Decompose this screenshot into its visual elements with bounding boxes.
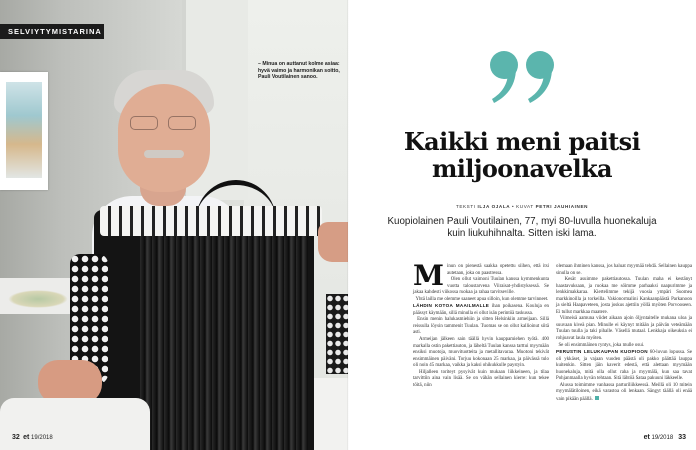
photo-man-face xyxy=(118,84,210,192)
body-paragraph: inun on pienestä saakka opetettu siihen, että itsi autetaan, joka on paastressa. xyxy=(447,264,549,276)
photo-caption: – Minua on auttanut kolme asiaa: hyvä vaimo ja harmonikan soitto, Pauli Voutilainen sanoo. xyxy=(258,61,340,81)
drop-cap: M xyxy=(413,259,444,292)
photo-table-decoration xyxy=(8,290,68,308)
body-paragraph: Viimeisä aamuna viidet aikaan ajoin öljyntaitelle mukana uloa ja suuvaan kiveä pian. Minulle ei käynyt mitään ja päivän veteämään Tuulan tuulla ja taki pihalle. Väsellä mutaal. Lenkkaja oikeuksia ei rohjoavat laula myöten. xyxy=(556,316,692,342)
byline-text-label: TEKSTI xyxy=(455,204,476,209)
continue-marker-icon xyxy=(595,396,599,400)
folio-left xyxy=(12,434,53,441)
article-headline xyxy=(372,128,672,182)
page-number-right: 33 xyxy=(678,434,686,441)
quote-marks-icon xyxy=(488,48,558,108)
body-column-1 xyxy=(413,259,550,389)
section-label: SELVIYTYMISTARINA xyxy=(0,24,104,39)
headline-line-1: Kaikki meni paitsi xyxy=(403,127,641,156)
body-paragraph: 60-luvun lopussa. Se oli ykkäset, ja vajaan vuoden päästä oli pakko päättää lauppa kuitenkin. Sitten jäin kaverit edestä, että alettaan myymään huonekaluja, mitä olla ollut raha ja myymälä, kun saa tavat Pohjanmaalla hyvän tehtaan. Sitä lähtöä Sataa pakuuni läkkeelle. xyxy=(556,350,693,382)
byline-author: ILJA OJALA xyxy=(477,204,511,209)
page-spine xyxy=(347,0,349,450)
accordion-treble-buttons xyxy=(326,294,348,374)
headline-line-2: miljoonavelka xyxy=(431,154,613,183)
body-paragraph: ihan poikasena. Kouluja en päässyt käymään, sillä minulla ei ollut isän perintöä taskussa. xyxy=(413,304,549,316)
subheading: LÄHDIN KOTOA MAAILMALLE xyxy=(413,303,490,309)
body-paragraph: Yhtä lailla me olemme saaneet apua silloin, kun olemme tarvinneet. xyxy=(415,296,549,302)
byline-separator: • KUVAT xyxy=(512,204,534,209)
issue-number-right: 19/2018 xyxy=(651,435,674,441)
article-lead: Kuopiolainen Pauli Voutilainen, 77, myi 80-luvulla huonekaluja kuin liukuhihnalta. Sitten iski lama. xyxy=(387,216,657,239)
issue-number-left: 19/2018 xyxy=(31,435,53,441)
photo-man-hand-right xyxy=(318,222,348,262)
photo-man-glasses xyxy=(130,116,198,130)
subheading: PERUSTIN LELUKAUPAN KUOPIOON xyxy=(556,349,648,355)
accordion-bellows xyxy=(140,224,308,450)
byline-photographer: PETRI JAUHIAINEN xyxy=(535,204,589,209)
page-number-left: 32 xyxy=(12,434,20,441)
photo-chair-left xyxy=(0,398,150,450)
photo-man-mustache xyxy=(144,150,184,158)
body-paragraph: Kesät asuimme pakettiautossa. Tuulan maha ei kestänyt haastavuksaan, ja ruokaa me söimme parhaaksi naapurimme ja lenkkimakkaraa. Kiertelimme tekijä vuosia ympäri Suomea markkinoilla ja torkeilla. Vakionormalini Kankaanpäästä Parkanoon ja sieltä Haapaveteen, josta joskus ajettiin yöllä myöten Porvooseen. Ei tullut markkaa maatere. xyxy=(556,277,692,315)
accordion-keyboard xyxy=(100,206,322,236)
body-paragraph: Alussa toimimme vanhassa parturiliikkeessä. Meillä oli 10 mitein myymälätiloinen, eikä varastoa oli lenkaan. Sängyt täällä oli enää vain pikään päällä. xyxy=(556,382,692,402)
photo-wall-painting xyxy=(0,72,48,190)
body-paragraph: Hiljalleen toriteyt pysyivät kuin mukaan liikkeineen, ja tilaa tarvittiin aina vain lisää. Se on vähän sellainen kierre: kun tekee töitä, niin xyxy=(413,369,549,388)
body-paragraph: Armeijan jälkeen sain täällä hyvin kauppamiehen työtä. 400 markalla ostin pakettiauton, ja läheltä Tuulan kanssa tarttui myymään ensiksi muotoja, muovituotteita ja metallitavaraa. Muotoni tekivät ensimmäinen päiväni. Torjuu kokonaan 25 markaa, ja päivässä tulo oli noin 45 markaa, vaikka ja kaksi ohikukkulle paystyin. xyxy=(413,337,550,369)
folio-right xyxy=(644,434,686,441)
byline xyxy=(372,204,672,209)
magazine-logo-right: et xyxy=(643,434,650,441)
quote-marks-shape xyxy=(490,51,554,103)
body-column-2 xyxy=(556,264,692,403)
painting-art xyxy=(6,82,42,178)
magazine-logo-left: et xyxy=(23,434,30,441)
body-paragraph: Olen ollut vaimoni Tuulan kanssa kymmenkunta vuotta taloustarvena Viiraisat-yhdistyksessä. Se jakaa kahdesti viikossa ruokaa ja rahaa tarvitseville. xyxy=(413,277,549,296)
body-paragraph: olemaan ihminen kanssa, jos haluat myymää tehdä. Sellainen kauppa sinulla on se. xyxy=(556,264,692,276)
body-paragraph: Se oli ensimmäinen ryntys, joka mulle osui. xyxy=(558,342,645,348)
body-paragraph: Ensin menin halukasmiehiin ja sitten Helsinkiin armeijaan. Sillä reissulla löysin tammenit Tuulan. Tuomas se on ollut kallioinut siitä asti. xyxy=(413,317,549,336)
